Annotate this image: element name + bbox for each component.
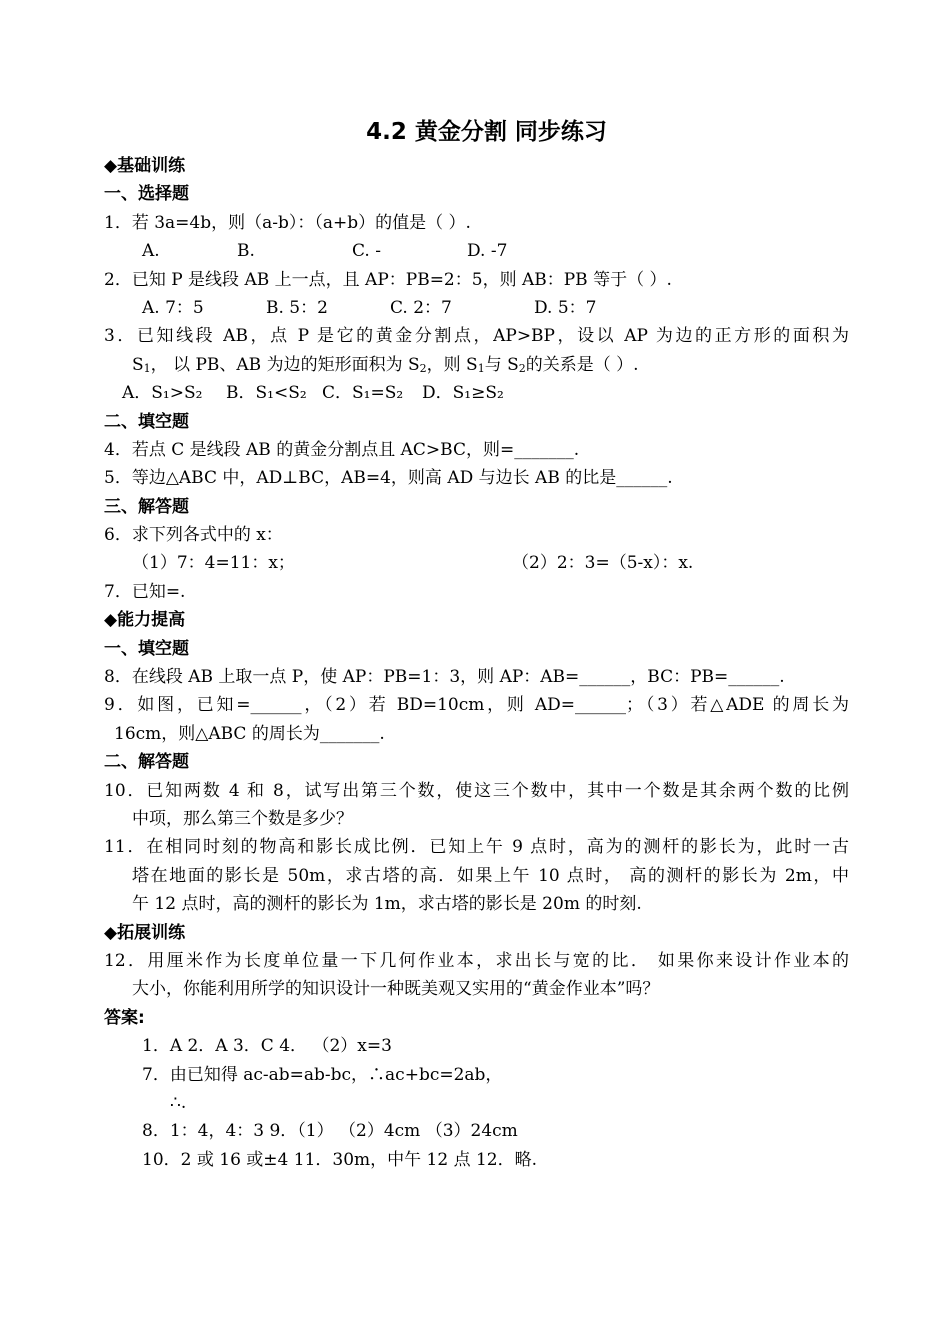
question-11-line-3: 午 12 点时，高的测杆的影长为 1m，求古塔的影长是 20m 的时刻. — [132, 894, 642, 915]
option-c: C. 2：7 — [390, 297, 452, 318]
answer-line-5: 10．2 或 16 或±4 11．30m，中午 12 点 12．略. — [142, 1149, 538, 1170]
question-4: 4．若点 C 是线段 AB 的黄金分割点且 AC>BC，则=_______. — [104, 439, 580, 460]
option-b: B．S₁<S₂ — [226, 383, 307, 404]
question-6-part-2: （2）2：3=（5-x）：x. — [512, 553, 694, 574]
answers-heading: 答案: — [104, 1007, 145, 1028]
subsection-fill-heading: 二、填空题 — [104, 411, 189, 432]
answer-line-2: 7．由已知得 ac-ab=ab-bc，∴ac+bc=2ab， — [142, 1064, 503, 1085]
question-11-line-1: 11．在相同时刻的物高和影长成比例．已知上午 9 点时，高为的测杆的影长为，此时一古 — [104, 837, 849, 858]
worksheet-page — [104, 112, 849, 1174]
question-1-stem: 1．若 3a=4b，则（a-b）：（a+b）的值是（ ）. — [104, 212, 471, 233]
subsection-choice-heading: 一、选择题 — [104, 184, 189, 205]
question-9-line-1: 9．如图，已知=______，（2）若 BD=10cm，则 AD=______；（3）若△ADE 的周长为 — [104, 695, 849, 716]
question-2-options — [104, 294, 849, 322]
option-a: A．S₁>S₂ — [122, 383, 203, 404]
page-title: 4.2 黄金分割 同步练习 — [366, 119, 607, 145]
question-6-parts — [104, 549, 849, 577]
section-extend-heading: ◆拓展训练 — [104, 922, 186, 943]
option-d: D．S₁≥S₂ — [422, 383, 504, 404]
answer-line-4: 8．1：4，4：3 9．（1） （2）4cm （3）24cm — [142, 1121, 518, 1142]
question-12-line-1: 12．用厘米作为长度单位量一下几何作业本，求出长与宽的比． 如果你来设计作业本的 — [104, 950, 849, 971]
answer-line-1: 1．A 2．A 3．C 4． （2）x=3 — [142, 1036, 392, 1057]
option-d: D. 5：7 — [534, 297, 597, 318]
question-9-line-2: 16cm，则△ABC 的周长为_______. — [114, 723, 385, 744]
answer-line-3: ∴. — [170, 1092, 187, 1113]
question-1-options — [104, 237, 849, 265]
option-c: C．S₁=S₂ — [322, 383, 404, 404]
question-10-line-2: 中项，那么第三个数是多少？ — [132, 808, 353, 829]
option-b: B. — [237, 241, 255, 262]
subsection-solve-heading-2: 二、解答题 — [104, 752, 189, 773]
option-a: A. — [142, 241, 160, 262]
option-a: A. 7：5 — [142, 297, 204, 318]
question-3-options — [104, 379, 849, 407]
question-6-stem: 6．求下列各式中的 x： — [104, 525, 283, 546]
question-8: 8．在线段 AB 上取一点 P，使 AP：PB=1：3，则 AP：AB=______，BC：PB=______. — [104, 667, 785, 688]
option-c: C. - — [352, 241, 381, 262]
option-d: D. -7 — [467, 241, 508, 262]
question-3-line-1: 3．已知线段 AB，点 P 是它的黄金分割点，AP>BP，设以 AP 为边的正方形的面积为 — [104, 326, 849, 347]
question-10-line-1: 10．已知两数 4 和 8，试写出第三个数，使这三个数中，其中一个数是其余两个数的比例 — [104, 780, 849, 801]
section-ability-heading: ◆能力提高 — [104, 610, 186, 631]
question-6-part-1: （1）7：4=11：x； — [132, 553, 295, 574]
question-2-stem: 2．已知 P 是线段 AB 上一点，且 AP：PB=2：5，则 AB：PB 等于（ ）. — [104, 269, 672, 290]
question-3-line-2: $S_1$， 以 PB、AB 为边的矩形面积为 $S_2$，则 $S_1$与 $S_2$的关系是（ ）. — [132, 354, 639, 375]
question-11-line-2: 塔在地面的影长是 50m，求古塔的高．如果上午 10 点时， 高的测杆的影长为 2m，中 — [132, 865, 849, 886]
subsection-solve-heading: 三、解答题 — [104, 496, 189, 517]
question-5: 5．等边△ABC 中，AD⊥BC，AB=4，则高 AD 与边长 AB 的比是______. — [104, 468, 673, 489]
question-7: 7．已知=. — [104, 581, 186, 602]
section-basic-heading: ◆基础训练 — [104, 156, 186, 176]
option-b: B. 5：2 — [266, 297, 328, 318]
subsection-fill-heading-2: 一、填空题 — [104, 638, 189, 659]
question-12-line-2: 大小，你能利用所学的知识设计一种既美观又实用的“黄金作业本”吗？ — [132, 979, 660, 1000]
